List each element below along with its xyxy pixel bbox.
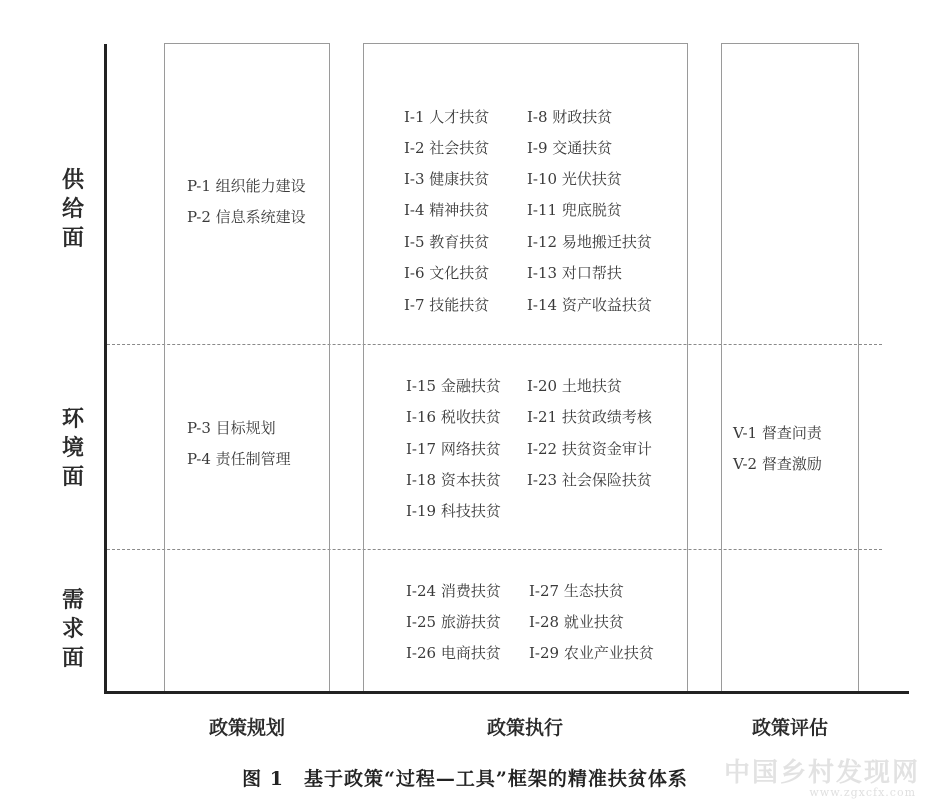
x-axis	[104, 691, 909, 694]
row-label-supply	[58, 166, 88, 253]
execution-item: I-9 交通扶贫	[527, 139, 613, 157]
row-label-char: 给	[61, 196, 84, 222]
planning-item: P-3 目标规划	[187, 419, 276, 437]
column-label-execution: 政策执行	[486, 717, 563, 739]
watermark-url: www.zgxcfx.com	[809, 786, 916, 799]
execution-item: I-13 对口帮扶	[527, 264, 622, 282]
planning-item: P-4 责任制管理	[187, 450, 291, 468]
execution-item: I-24 消费扶贫	[406, 582, 501, 600]
execution-item: I-20 土地扶贫	[527, 377, 622, 395]
execution-item: I-2 社会扶贫	[404, 139, 490, 157]
row-label-char: 环	[61, 406, 84, 432]
execution-item: I-7 技能扶贫	[404, 296, 490, 314]
watermark: 中国乡村发现网	[723, 758, 920, 788]
execution-item: I-28 就业扶贫	[529, 613, 624, 631]
y-axis	[104, 44, 107, 694]
execution-item: I-14 资产收益扶贫	[527, 296, 652, 314]
column-label-evaluation: 政策评估	[751, 717, 828, 739]
row-label-char: 面	[61, 645, 84, 671]
row-label-char: 面	[61, 464, 84, 490]
row-label-environment	[58, 405, 88, 492]
column-label-planning: 政策规划	[208, 717, 285, 739]
execution-item: I-22 扶贫资金审计	[527, 440, 652, 458]
execution-item: I-29 农业产业扶贫	[529, 644, 654, 662]
execution-item: I-23 社会保险扶贫	[527, 471, 652, 489]
execution-item: I-11 兜底脱贫	[527, 201, 622, 219]
execution-item: I-16 税收扶贫	[406, 408, 501, 426]
execution-item: I-21 扶贫政绩考核	[527, 408, 652, 426]
evaluation-item: V-2 督查激励	[733, 455, 822, 473]
planning-item: P-1 组织能力建设	[187, 177, 306, 195]
row-label-char: 境	[61, 435, 84, 461]
column-box-planning	[164, 43, 330, 691]
execution-item: I-8 财政扶贫	[527, 108, 613, 126]
evaluation-item: V-1 督查问责	[733, 424, 822, 442]
execution-item: I-27 生态扶贫	[529, 582, 624, 600]
execution-item: I-26 电商扶贫	[406, 644, 501, 662]
row-label-char: 需	[61, 587, 84, 613]
row-label-demand	[58, 586, 88, 673]
execution-item: I-6 文化扶贫	[404, 264, 490, 282]
execution-item: I-25 旅游扶贫	[406, 613, 501, 631]
row-label-char: 求	[61, 616, 84, 642]
execution-item: I-1 人才扶贫	[404, 108, 490, 126]
row-label-char: 面	[61, 225, 84, 251]
execution-item: I-18 资本扶贫	[406, 471, 501, 489]
row-label-char: 供	[61, 167, 84, 193]
execution-item: I-15 金融扶贫	[406, 377, 501, 395]
execution-item: I-3 健康扶贫	[404, 170, 490, 188]
execution-item: I-10 光伏扶贫	[527, 170, 622, 188]
figure-caption: 图 1 基于政策“过程—工具”框架的精准扶贫体系	[242, 768, 688, 790]
execution-item: I-5 教育扶贫	[404, 233, 490, 251]
execution-item: I-19 科技扶贫	[406, 502, 501, 520]
planning-item: P-2 信息系统建设	[187, 208, 306, 226]
execution-item: I-17 网络扶贫	[406, 440, 501, 458]
column-box-evaluation	[721, 43, 859, 691]
execution-item: I-12 易地搬迁扶贫	[527, 233, 652, 251]
execution-item: I-4 精神扶贫	[404, 201, 490, 219]
